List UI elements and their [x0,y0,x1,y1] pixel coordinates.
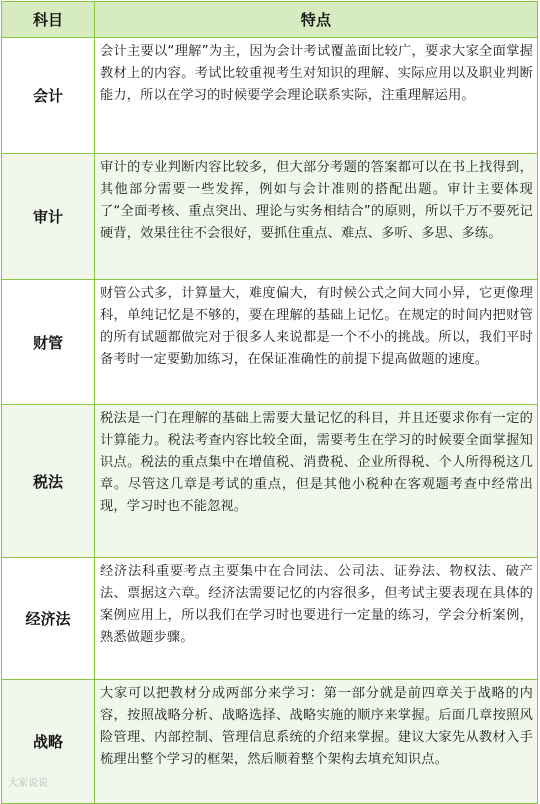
features-cell: 经济法科重要考点主要集中在合同法、公司法、证券法、物权法、破产法、票据这六章。经济法需要记忆的内容很多，但考试主要表现在具体的案例应用上，所以我们在学习时也要进行一定量的练习，学会分析案例，熟悉做题步骤。 [100,564,533,645]
features-cell: 审计的专业判断内容比较多，但大部分考题的答案都可以在书上找得到，其他部分需要一些发挥，例如与会计准则的搭配出题。审计主要体现了“全面考核、重点突出、理论与实务相结合”的原则，所以千万不要死记硬背，效果往往不会很好，要抓住重点、难点、多听、多思、多练。 [100,160,533,241]
table-row [2,153,537,279]
table-row [2,279,537,404]
watermark-text: 大家说说 [8,778,48,789]
subject-cell: 税法 [2,405,95,557]
features-cell: 会计主要以“理解”为主，因为会计考试覆盖面比较广，要求大家全面掌握教材上的内容。考试比较重视考生对知识的理解、实际应用以及职业判断能力，所以在学习的时候要学会理论联系实际，注重理解运用。 [100,44,533,103]
table-row [2,404,537,557]
header-subject: 科目 [2,2,95,37]
table-row [2,557,537,679]
subject-table [1,1,538,804]
features-cell: 大家可以把教材分成两部分来学习：第一部分就是前四章关于战略的内容，按照战略分析、战略选择、战略实施的顺序来掌握。后面几章按照风险管理、内部控制、管理信息系统的介绍来掌握。建议大家先从教材入手梳理出整个学习的框架，然后顺着整个架构去填充知识点。 [100,686,533,767]
features-cell: 税法是一门在理解的基础上需要大量记忆的科目，并且还要求你有一定的计算能力。税法考查内容比较全面，需要考生在学习的时候要全面掌握知识点。税法的重点集中在增值税、消费税、企业所得税、个人所得税这几章。尽管这几章是考试的重点，但是其他小税种在客观题考查中经常出现，学习时也不能忽视。 [100,411,533,514]
subject-cell: 战略 [2,680,95,803]
features-cell: 财管公式多，计算量大，难度偏大，有时候公式之间大同小异，它更像理科，单纯记忆是不够的，要在理解的基础上记忆。在规定的时间内把财管的所有试题都做完对于很多人来说都是一个不小的挑战。所以，我们平时备考时一定要勤加练习，在保证准确性的前提下提高做题的速度。 [100,286,533,367]
subject-cell: 财管 [2,280,95,404]
table-row [2,37,537,153]
subject-cell: 审计 [2,154,95,279]
subject-cell: 经济法 [2,558,95,679]
table-header-row [2,2,537,37]
table-row [2,679,537,803]
subject-cell: 会计 [2,38,95,153]
header-features: 特点 [300,10,332,29]
